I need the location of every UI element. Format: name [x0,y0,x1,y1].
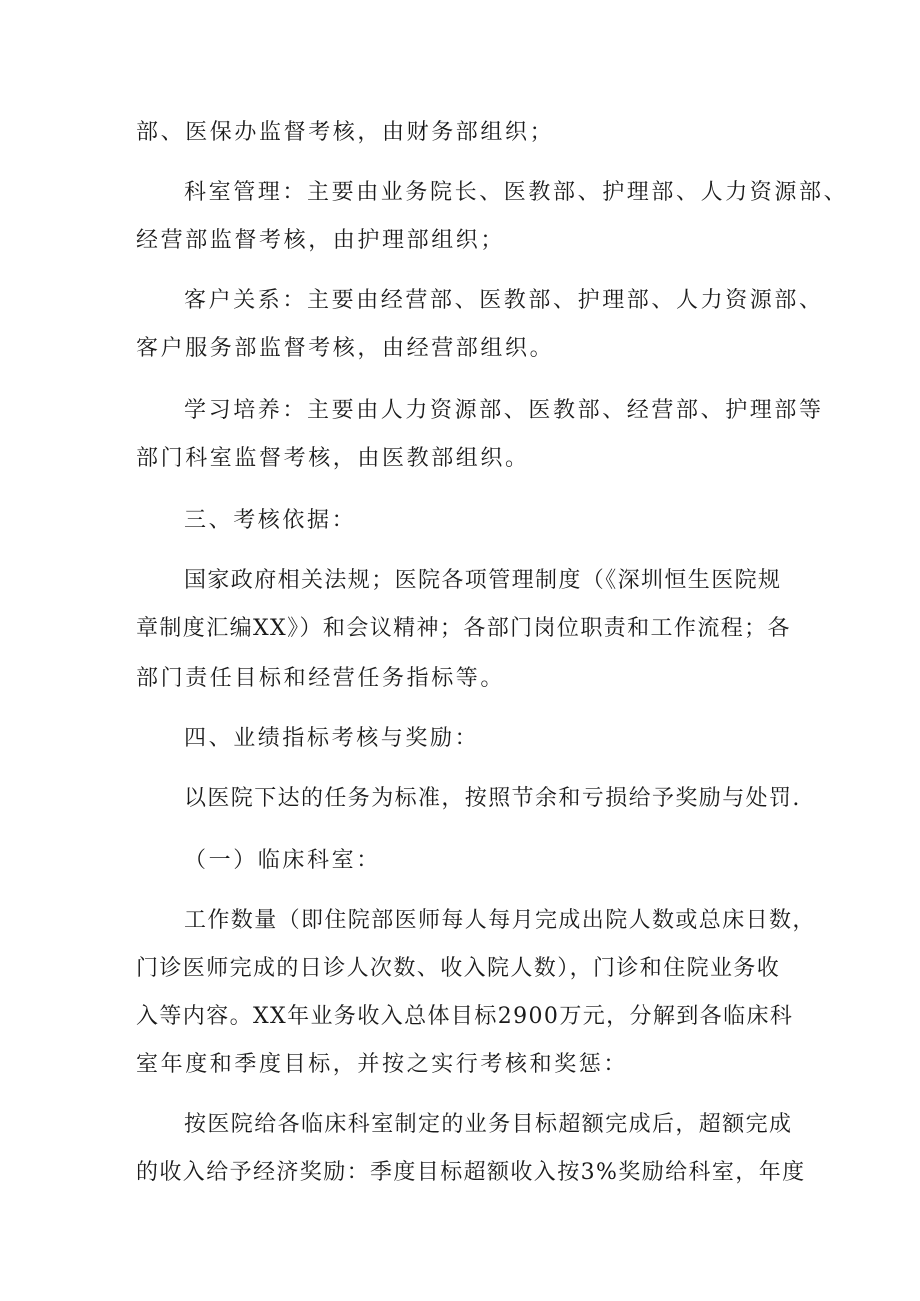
paragraph-assessment-basis: 国家政府相关法规；医院各项管理制度（《深圳恒生医院规 [184,568,782,593]
section-heading-assessment-basis: 三、考核依据： [184,508,357,533]
text-line: 部、医保办监督考核，由财务部组织； [136,120,555,145]
text-line: 室年度和季度目标，并按之实行考核和奖惩： [136,1052,629,1077]
text-line: 部门科室监督考核，由医教部组织。 [136,446,530,471]
paragraph-reward-standard: 以医院下达的任务为标准，按照节余和亏损给予奖励与处罚. [184,786,801,811]
paragraph-learning-training: 学习培养：主要由人力资源部、医教部、经营部、护理部等 [184,398,824,423]
text-line: 章制度汇编XX》）和会议精神；各部门岗位职责和工作流程；各 [136,616,791,641]
paragraph-customer-relations: 客户关系：主要由经营部、医教部、护理部、人力资源部、 [184,288,824,313]
paragraph-excess-reward: 按医院给各临床科室制定的业务目标超额完成后，超额完成 [184,1112,793,1137]
subheading-clinical-departments: （一）临床科室： [184,848,381,873]
text-line: 的收入给予经济奖励：季度目标超额收入按3%奖励给科室，年度 [136,1160,806,1185]
text-line: 门诊医师完成的日诊人次数、收入院人数），门诊和住院业务收 [136,956,781,981]
text-line: 入等内容。XX年业务收入总体目标2900万元，分解到各临床科 [136,1004,794,1029]
section-heading-performance-rewards: 四、业绩指标考核与奖励： [184,726,480,751]
paragraph-workload: 工作数量（即住院部医师每人每月完成出院人数或总床日数， [184,908,816,933]
text-line: 部门责任目标和经营任务指标等。 [136,666,506,691]
text-line: 经营部监督考核，由护理部组织； [136,228,506,253]
paragraph-department-management: 科室管理：主要由业务院长、医教部、护理部、人力资源部、 [184,180,849,205]
text-line: 客户服务部监督考核，由经营部组织。 [136,336,555,361]
